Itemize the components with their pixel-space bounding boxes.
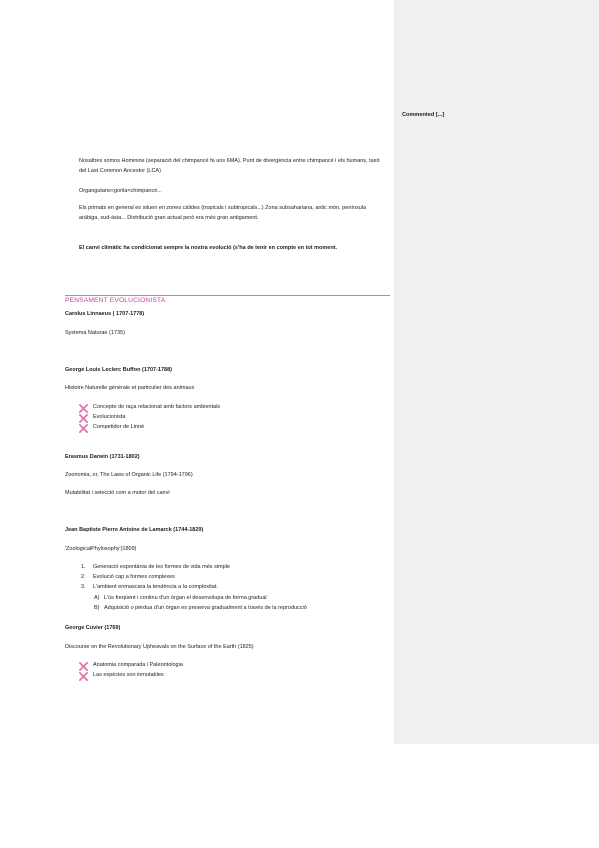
list-item: 1. Generació espontània de les formes de vida més simple: [81, 564, 230, 570]
cross-x-icon: [79, 404, 88, 413]
intro-paragraph-1: Nosaltres somos Hominins (separació del chimpancé fa uns 6MA). Punt de divergència entre chimpancé i els humans, taxó del Last Common Ancestor (LCA): [79, 158, 380, 174]
section-heading: PENSAMENT EVOLUCIONISTA: [65, 297, 166, 304]
cross-x-icon: [79, 662, 88, 671]
list-item: A) L'ús freqüent i continu d'un òrgan el desenvolupa de forma gradual: [94, 595, 267, 601]
bullet-text: Evolucionista: [93, 414, 126, 421]
list-item: [79, 413, 125, 423]
list-item: [79, 661, 183, 671]
cross-x-icon: [79, 414, 88, 423]
buffon-work: Histoire Naturelle générale et particulier des animaux: [65, 385, 195, 391]
linnaeus-work: Systema Naturae (1735): [65, 330, 125, 336]
linnaeus-name: Carolus Linnaeus ( 1707-1778): [65, 311, 145, 317]
intro-paragraph-3: Els primats en general es situen en zones càlides (tropicals i subtropicals...) Zona subsahariana, antic món, península aràbiga, sud-àsia... Distribució gran actual però era més gran antigament.: [79, 205, 367, 221]
lamarck-name: Jean Baptiste Pierre Antoine de Lamarck (1744-1829): [65, 527, 204, 533]
list-item: [79, 423, 144, 433]
intro-paragraph-2: Organgutans<gorila<chimpancé...: [79, 188, 162, 194]
bullet-text: Las espècies son inmutables: [93, 672, 164, 679]
bullet-text: Anatomia comparada i Paleontologia: [93, 662, 183, 669]
list-item: B) Adquisició o pèrdua d'un òrgan es preserva gradualment a través de la reproducció: [94, 605, 307, 611]
bullet-text: Competidor de Linné: [93, 424, 145, 431]
comment-title[interactable]: Commented [...]: [402, 112, 445, 118]
cuvier-name: George Cuvier (1769): [65, 625, 121, 631]
cross-x-icon: [79, 672, 88, 681]
list-item: [79, 403, 220, 413]
darwin-name: Erasmus Darwin (1731-1802): [65, 454, 140, 460]
cross-x-icon: [79, 424, 88, 433]
darwin-work: Zoonomia, or, The Laws of Organic Life (1794-1796): [65, 472, 193, 478]
list-item: 3. L'ambient enmascara la tendència a la complexitat.: [81, 584, 218, 590]
section-rule: [65, 295, 390, 296]
list-item: [79, 671, 164, 681]
intro-paragraph-4: El canvi climàtic ha condicionat sempre la nostra evolució (s'ha de tenir en compte en tot moment.: [79, 245, 338, 251]
cuvier-work: Discourse on the Revolutionary Upheavals on the Surface of the Earth (1825): [65, 644, 254, 650]
bullet-text: Concepte de raça relacionat amb factors ambientals: [93, 404, 221, 411]
list-item: 2. Evolució cap a formes complexes: [81, 574, 175, 580]
buffon-name: George Louis Leclerc Buffon (1707-1788): [65, 367, 172, 373]
darwin-note: Mutabilitat i selecció com a motor del canvi: [65, 490, 170, 496]
lamarck-work: 'ZoologicalPhylosophy'(1809): [65, 546, 137, 552]
comments-pane: [394, 0, 599, 744]
